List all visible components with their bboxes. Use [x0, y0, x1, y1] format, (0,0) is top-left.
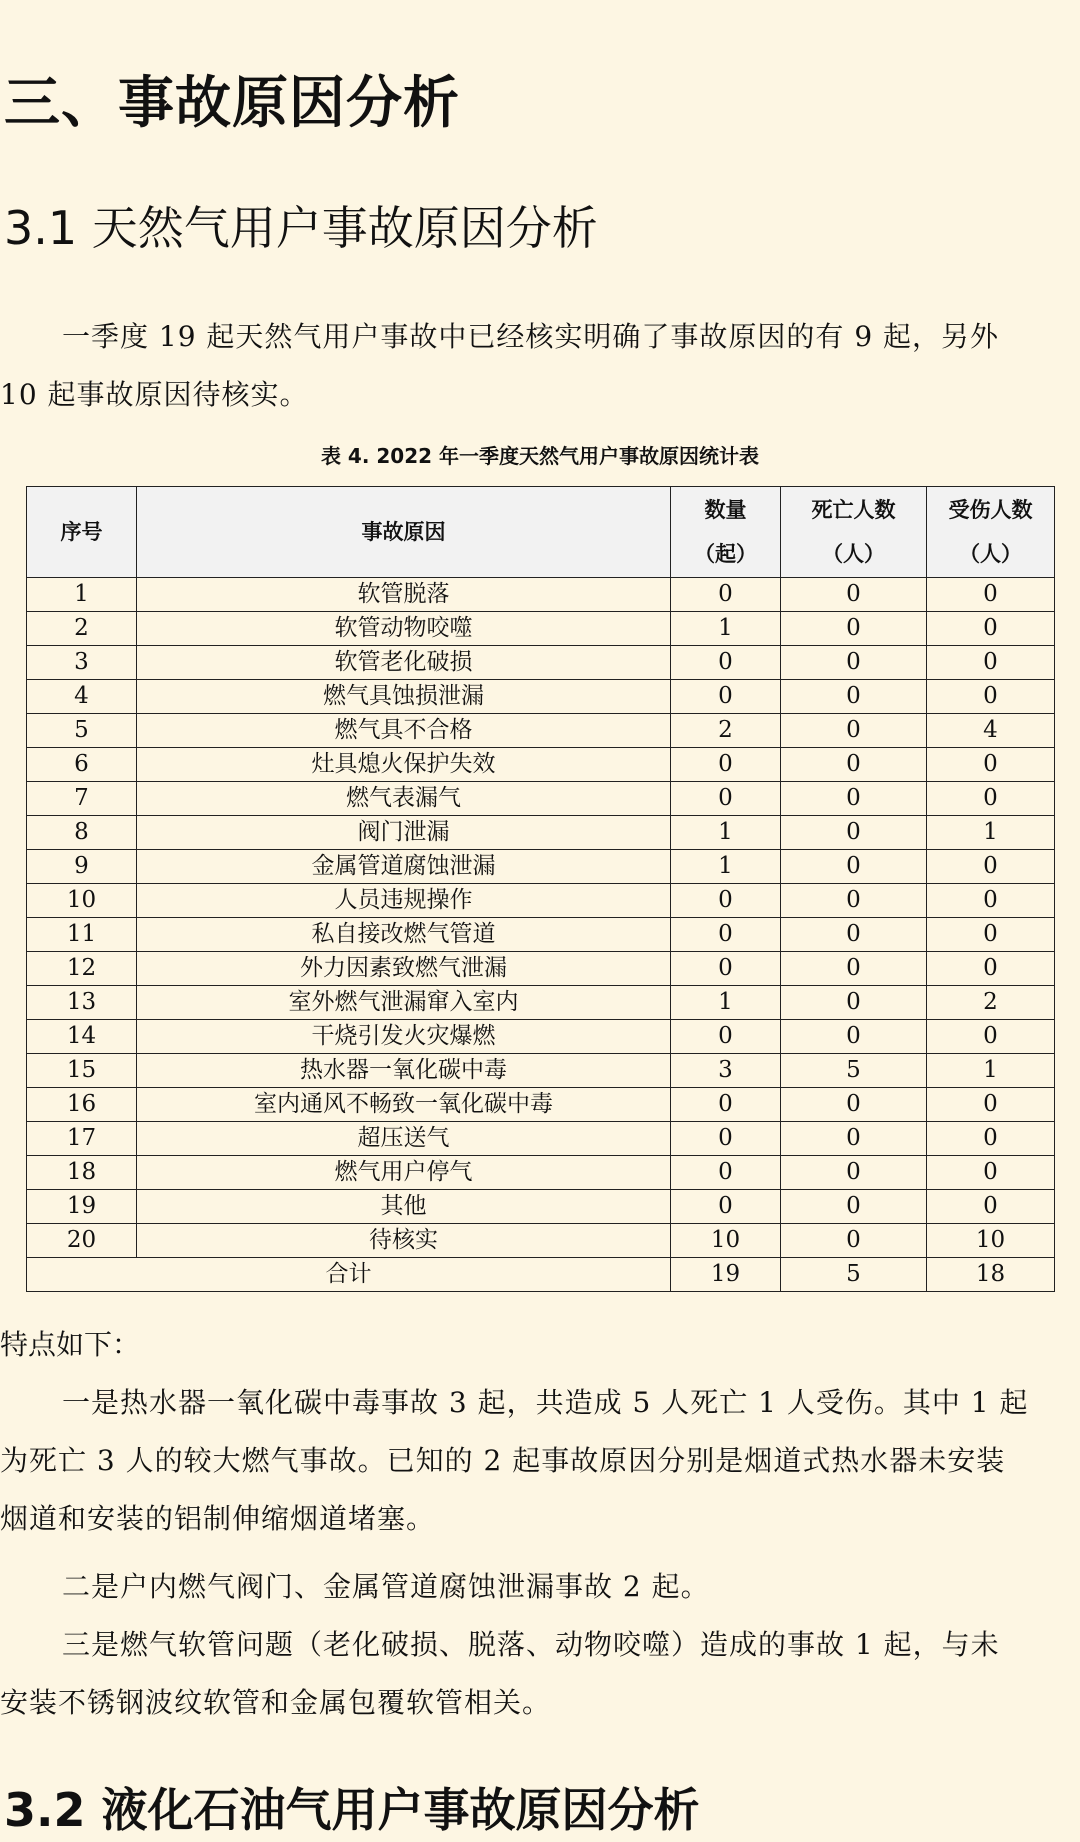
cell-index: 4: [27, 680, 137, 714]
header-count-label: 数量: [704, 498, 747, 522]
cell-injuries: 0: [927, 612, 1055, 646]
cell-deaths: 0: [781, 612, 927, 646]
cell-cause: 燃气具不合格: [137, 714, 671, 748]
subsection-heading-natural-gas: 3.1 天然气用户事故原因分析: [4, 201, 598, 255]
cell-deaths: 0: [781, 748, 927, 782]
features-title: 特点如下：: [0, 1328, 141, 1361]
cell-injuries: 0: [927, 680, 1055, 714]
header-count-unit: （起）: [694, 542, 757, 566]
cell-cause: 室内通风不畅致一氧化碳中毒: [137, 1088, 671, 1122]
cell-injuries: 0: [927, 952, 1055, 986]
cell-injuries: 0: [927, 782, 1055, 816]
section-heading: 三、事故原因分析: [4, 71, 460, 136]
cell-count: 0: [671, 884, 781, 918]
table-row: [27, 1020, 1055, 1054]
cell-cause: 其他: [137, 1190, 671, 1224]
cell-count: 0: [671, 1122, 781, 1156]
cell-index: 3: [27, 646, 137, 680]
cell-injuries: 0: [927, 646, 1055, 680]
cell-count: 3: [671, 1054, 781, 1088]
cell-index: 6: [27, 748, 137, 782]
cell-count: 0: [671, 918, 781, 952]
cell-index: 1: [27, 578, 137, 612]
total-count: 19: [671, 1258, 781, 1292]
table-row: [27, 1122, 1055, 1156]
table-row: [27, 1190, 1055, 1224]
cell-index: 5: [27, 714, 137, 748]
cell-injuries: 2: [927, 986, 1055, 1020]
cell-deaths: 0: [781, 1122, 927, 1156]
intro-paragraph: [0, 308, 1080, 424]
feature-paragraph-3: [0, 1616, 1080, 1732]
cell-injuries: 4: [927, 714, 1055, 748]
table-caption: 表 4. 2022 年一季度天然气用户事故原因统计表: [320, 444, 760, 468]
cell-count: 0: [671, 680, 781, 714]
cell-cause: 燃气用户停气: [137, 1156, 671, 1190]
total-label: 合计: [27, 1258, 671, 1292]
cell-deaths: 0: [781, 1020, 927, 1054]
cell-index: 12: [27, 952, 137, 986]
table-row: [27, 680, 1055, 714]
header-deaths: [781, 487, 927, 578]
cell-deaths: 0: [781, 646, 927, 680]
feature-paragraph-2: [0, 1558, 1080, 1616]
cell-index: 15: [27, 1054, 137, 1088]
cell-cause: 干烧引发火灾爆燃: [137, 1020, 671, 1054]
cell-injuries: 10: [927, 1224, 1055, 1258]
cell-deaths: 0: [781, 884, 927, 918]
table-row: [27, 816, 1055, 850]
cell-index: 11: [27, 918, 137, 952]
cell-deaths: 0: [781, 1156, 927, 1190]
table-row: [27, 952, 1055, 986]
cell-cause: 金属管道腐蚀泄漏: [137, 850, 671, 884]
total-injuries: 18: [927, 1258, 1055, 1292]
cell-index: 18: [27, 1156, 137, 1190]
cell-injuries: 0: [927, 1020, 1055, 1054]
cell-injuries: 1: [927, 1054, 1055, 1088]
cell-deaths: 5: [781, 1054, 927, 1088]
cell-index: 13: [27, 986, 137, 1020]
cell-injuries: 0: [927, 884, 1055, 918]
header-index: 序号: [27, 487, 137, 578]
cell-index: 19: [27, 1190, 137, 1224]
cell-deaths: 0: [781, 578, 927, 612]
cell-cause: 软管老化破损: [137, 646, 671, 680]
cell-index: 16: [27, 1088, 137, 1122]
cell-cause: 阀门泄漏: [137, 816, 671, 850]
header-count: [671, 487, 781, 578]
cell-injuries: 0: [927, 1122, 1055, 1156]
cell-count: 10: [671, 1224, 781, 1258]
cell-injuries: 0: [927, 1088, 1055, 1122]
intro-line: 10 起事故原因待核实。: [0, 378, 309, 411]
cell-cause: 燃气具蚀损泄漏: [137, 680, 671, 714]
header-cause: 事故原因: [137, 487, 671, 578]
cell-cause: 室外燃气泄漏窜入室内: [137, 986, 671, 1020]
cell-count: 2: [671, 714, 781, 748]
cell-cause: 人员违规操作: [137, 884, 671, 918]
cell-count: 0: [671, 646, 781, 680]
table-row: [27, 748, 1055, 782]
table-row: [27, 1224, 1055, 1258]
cell-index: 7: [27, 782, 137, 816]
cell-deaths: 0: [781, 1088, 927, 1122]
table-row: [27, 646, 1055, 680]
feature-line: 一是热水器一氧化碳中毒事故 3 起，共造成 5 人死亡 1 人受伤。其中 1 起: [62, 1386, 1029, 1419]
cell-index: 17: [27, 1122, 137, 1156]
feature-line: 二是户内燃气阀门、金属管道腐蚀泄漏事故 2 起。: [62, 1570, 710, 1603]
cell-count: 0: [671, 952, 781, 986]
header-injuries-unit: （人）: [959, 542, 1022, 566]
cell-cause: 软管脱落: [137, 578, 671, 612]
cell-deaths: 0: [781, 918, 927, 952]
accident-cause-table: [26, 486, 1055, 1292]
table-header-row: [27, 487, 1055, 578]
table-total-row: [27, 1258, 1055, 1292]
cell-injuries: 0: [927, 918, 1055, 952]
cell-cause: 热水器一氧化碳中毒: [137, 1054, 671, 1088]
cell-deaths: 0: [781, 1190, 927, 1224]
cell-cause: 外力因素致燃气泄漏: [137, 952, 671, 986]
header-injuries-label: 受伤人数: [948, 498, 1033, 522]
intro-line: 一季度 19 起天然气用户事故中已经核实明确了事故原因的有 9 起，另外: [62, 320, 1000, 353]
cell-count: 1: [671, 816, 781, 850]
cell-index: 2: [27, 612, 137, 646]
table-row: [27, 1054, 1055, 1088]
cell-count: 0: [671, 1156, 781, 1190]
cell-injuries: 0: [927, 1156, 1055, 1190]
table-row: [27, 612, 1055, 646]
cell-injuries: 0: [927, 748, 1055, 782]
cell-deaths: 0: [781, 714, 927, 748]
cell-count: 0: [671, 1088, 781, 1122]
cell-count: 1: [671, 612, 781, 646]
table-row: [27, 918, 1055, 952]
cell-deaths: 0: [781, 952, 927, 986]
cell-count: 1: [671, 986, 781, 1020]
cell-injuries: 1: [927, 816, 1055, 850]
feature-line: 三是燃气软管问题（老化破损、脱落、动物咬噬）造成的事故 1 起，与未: [62, 1628, 1000, 1661]
cell-injuries: 0: [927, 578, 1055, 612]
cell-cause: 私自接改燃气管道: [137, 918, 671, 952]
table-row: [27, 714, 1055, 748]
total-deaths: 5: [781, 1258, 927, 1292]
cell-count: 0: [671, 748, 781, 782]
cell-cause: 超压送气: [137, 1122, 671, 1156]
table-row: [27, 1156, 1055, 1190]
cell-deaths: 0: [781, 816, 927, 850]
cell-deaths: 0: [781, 782, 927, 816]
cell-deaths: 0: [781, 850, 927, 884]
cell-deaths: 0: [781, 986, 927, 1020]
feature-line: 烟道和安装的铝制伸缩烟道堵塞。: [0, 1502, 436, 1535]
table-row: [27, 782, 1055, 816]
subsection-heading-lpg: 3.2 液化石油气用户事故原因分析: [4, 1783, 700, 1837]
feature-line: 为死亡 3 人的较大燃气事故。已知的 2 起事故原因分别是烟道式热水器未安装: [0, 1444, 1006, 1477]
table-row: [27, 1088, 1055, 1122]
cell-deaths: 0: [781, 1224, 927, 1258]
cell-index: 20: [27, 1224, 137, 1258]
header-deaths-label: 死亡人数: [811, 498, 896, 522]
feature-line: 安装不锈钢波纹软管和金属包覆软管相关。: [0, 1686, 552, 1719]
table-row: [27, 884, 1055, 918]
table-row: [27, 850, 1055, 884]
cell-injuries: 0: [927, 850, 1055, 884]
cell-cause: 燃气表漏气: [137, 782, 671, 816]
table-row: [27, 578, 1055, 612]
cell-index: 8: [27, 816, 137, 850]
cell-injuries: 0: [927, 1190, 1055, 1224]
feature-paragraph-1: [0, 1374, 1080, 1548]
cell-count: 0: [671, 1020, 781, 1054]
table-row: [27, 986, 1055, 1020]
cell-cause: 灶具熄火保护失效: [137, 748, 671, 782]
cell-cause: 待核实: [137, 1224, 671, 1258]
header-injuries: [927, 487, 1055, 578]
header-deaths-unit: （人）: [822, 542, 885, 566]
cell-count: 0: [671, 1190, 781, 1224]
cell-index: 14: [27, 1020, 137, 1054]
cell-index: 9: [27, 850, 137, 884]
cell-deaths: 0: [781, 680, 927, 714]
cell-count: 0: [671, 782, 781, 816]
cell-cause: 软管动物咬噬: [137, 612, 671, 646]
cell-count: 0: [671, 578, 781, 612]
cell-count: 1: [671, 850, 781, 884]
cell-index: 10: [27, 884, 137, 918]
